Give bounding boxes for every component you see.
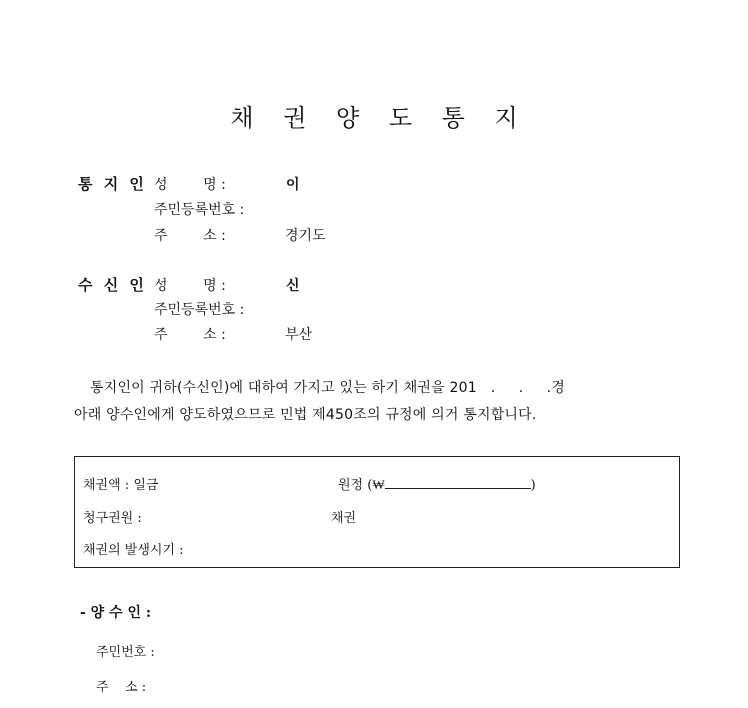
notifier-label: 통 지 인 [78,175,147,193]
recipient-label: 수 신 인 [78,276,147,294]
notifier-address-label: 주 소 : [154,228,226,244]
claim-amount-label: 채권액 : 일금 [83,478,159,493]
notifier-name-value: 이 [286,177,300,193]
assignee-header: - 양 수 인 : [80,605,152,621]
notifier-id-label: 주민등록번호 : [154,202,245,218]
assignee-address-label: 주 소 : [96,680,147,695]
notifier-name-label: 성 명 : [154,177,226,193]
recipient-address-label: 주 소 : [154,327,226,343]
won-close: ) [530,478,536,493]
claim-cause-label: 청구권원 : [83,511,142,526]
won-amount-blank [385,476,531,489]
won-amount-field [338,474,536,493]
assignee-id-label: 주민번호 : [96,645,155,660]
document-title: 채 권 양 도 통 지 [230,104,529,132]
notifier-address-value: 경기도 [285,228,326,244]
recipient-name-value: 신 [286,278,300,294]
body-line-2: 아래 양수인에게 양도하였으므로 민법 제450조의 규정에 의거 통지합니다. [74,407,537,423]
body-line-1: 통지인이 귀하(수신인)에 대하여 가지고 있는 하기 채권을 201 . . .경 [90,380,565,396]
claim-cause-value: 채권 [331,511,357,526]
recipient-address-value: 부산 [285,327,313,343]
won-label: 원정 (₩ [338,478,385,493]
claim-origin-label: 채권의 발생시기 : [83,543,184,558]
recipient-name-label: 성 명 : [154,278,226,294]
recipient-id-label: 주민등록번호 : [154,302,245,318]
